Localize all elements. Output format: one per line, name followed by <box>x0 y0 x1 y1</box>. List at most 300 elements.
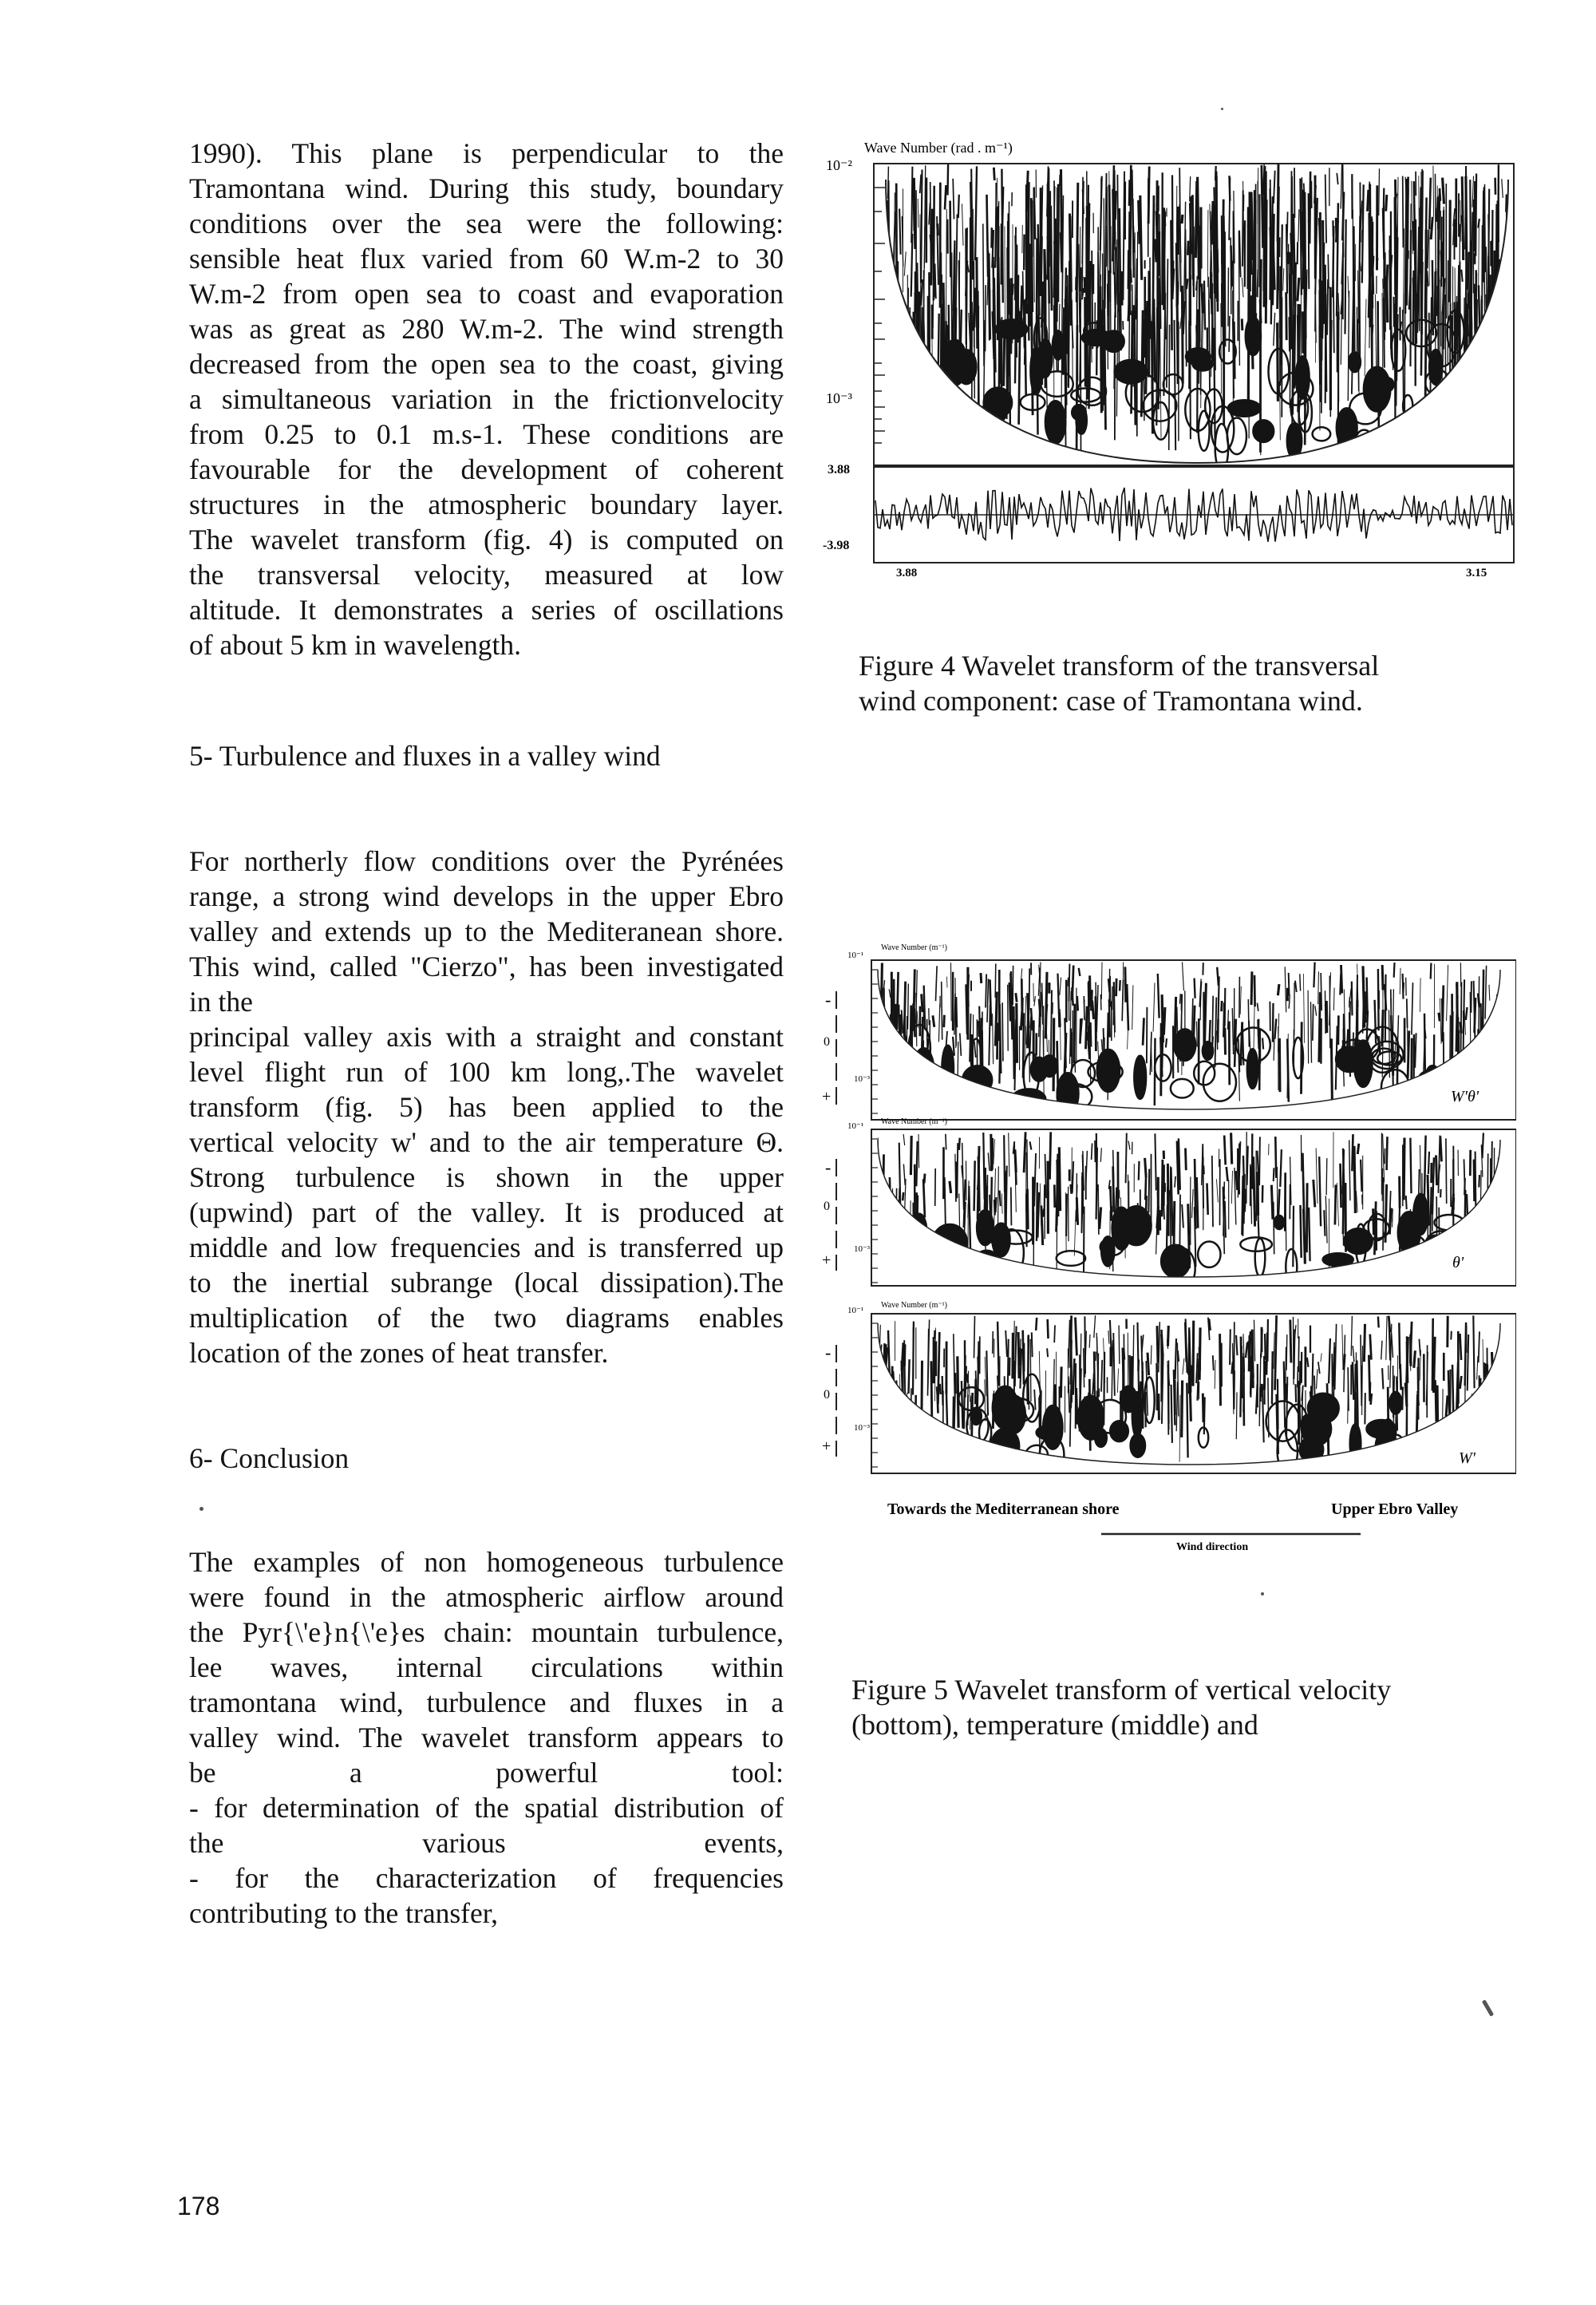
wavelet-streak <box>1185 1323 1186 1362</box>
wavelet-streak <box>1175 320 1176 450</box>
text-line: in the <box>189 986 253 1018</box>
wavelet-streak <box>1494 295 1495 400</box>
wavelet-streak <box>1289 973 1290 995</box>
wavelet-streak <box>943 287 944 303</box>
wavelet-streak <box>1275 1137 1276 1178</box>
wavelet-streak <box>987 979 989 1022</box>
wavelet-streak <box>1021 979 1022 1026</box>
wavelet-streak <box>1460 1376 1462 1389</box>
wavelet-streak <box>971 182 973 248</box>
wavelet-streak <box>1474 1160 1475 1202</box>
wavelet-blob <box>1095 1429 1107 1447</box>
wavelet-streak <box>1348 291 1349 401</box>
wavelet-streak <box>1298 209 1299 242</box>
wavelet-streak <box>1124 172 1125 300</box>
wavelet-blob <box>1442 398 1461 429</box>
wavelet-streak <box>975 1379 976 1405</box>
wavelet-streak <box>1145 1173 1146 1200</box>
wavelet-streak <box>1357 1144 1359 1154</box>
wavelet-streak <box>1225 1201 1226 1238</box>
wavelet-streak <box>1406 1392 1407 1445</box>
wavelet-streak <box>1317 1369 1318 1389</box>
wavelet-streak <box>1338 1015 1339 1045</box>
fig4-series-max: 3.88 <box>828 463 850 476</box>
wavelet-streak <box>1274 313 1275 346</box>
wavelet-streak <box>1256 1384 1258 1413</box>
wavelet-streak <box>1386 264 1387 295</box>
wavelet-streak <box>1231 1133 1232 1164</box>
fig4-y-ticks <box>874 188 885 443</box>
fig5-p2-ytick-mid: 10⁻³ <box>854 1244 871 1254</box>
text-line: the Pyr{\'e}n{\'e}es chain: mountain turbulence, <box>189 1616 784 1648</box>
wavelet-blob <box>1057 1251 1085 1266</box>
text-line: lee waves, internal circulations within <box>189 1651 784 1683</box>
wavelet-streak <box>1048 1319 1049 1338</box>
wavelet-streak <box>879 1325 880 1378</box>
wavelet-streak <box>913 327 914 442</box>
wavelet-streak <box>998 1166 999 1225</box>
fig5-p1-scale-zero: 0 <box>824 1035 830 1049</box>
wavelet-streak <box>1061 169 1062 272</box>
wavelet-streak <box>1034 188 1035 239</box>
wavelet-blob <box>1203 1042 1213 1060</box>
wavelet-streak <box>1498 1154 1499 1217</box>
wavelet-blob <box>930 393 958 431</box>
fig5-p1-axis-title: Wave Number (m⁻¹) <box>881 943 947 952</box>
wavelet-streak <box>1405 179 1407 314</box>
wavelet-streak <box>1015 1326 1017 1386</box>
wavelet-streak <box>883 1013 884 1080</box>
wavelet-streak <box>1487 1348 1488 1416</box>
wavelet-streak <box>1271 1185 1273 1220</box>
wavelet-streak <box>1110 1186 1112 1221</box>
fig5-caption-line2: (bottom), temperature (middle) and <box>851 1709 1258 1741</box>
wavelet-streak <box>1192 1189 1194 1218</box>
fig5-p3-scale-minus: - <box>825 1342 832 1362</box>
wavelet-streak <box>1462 176 1464 260</box>
wavelet-streak <box>1051 990 1052 1062</box>
wavelet-streak <box>920 175 922 194</box>
wavelet-streak <box>908 984 909 1030</box>
wavelet-streak <box>1449 1386 1450 1417</box>
wavelet-streak <box>1100 994 1101 1010</box>
wavelet-blob <box>970 426 992 465</box>
text-line: a simultaneous variation in the frictionvelocity <box>189 383 784 415</box>
wavelet-streak <box>957 1143 958 1198</box>
wavelet-streak <box>1070 216 1071 292</box>
wavelet-streak <box>1224 1136 1226 1165</box>
text-line: favourable for the development of coherent <box>189 453 784 485</box>
wavelet-streak <box>893 1188 895 1252</box>
wavelet-streak <box>1490 1020 1491 1093</box>
wavelet-streak <box>1447 965 1448 1021</box>
wavelet-streak <box>1488 215 1489 314</box>
wavelet-streak <box>946 1031 947 1046</box>
text-line: to the inertial subrange (local dissipation).The <box>189 1267 784 1299</box>
wavelet-streak <box>901 1014 902 1081</box>
wavelet-streak <box>1298 278 1299 302</box>
wavelet-streak <box>1481 1030 1482 1080</box>
wavelet-streak <box>1060 978 1061 995</box>
wavelet-streak <box>1254 975 1255 1006</box>
wavelet-streak <box>993 1014 994 1064</box>
wavelet-streak <box>1028 993 1029 1028</box>
wavelet-streak <box>894 1036 895 1046</box>
wavelet-streak <box>953 1397 954 1463</box>
wavelet-streak <box>886 242 887 316</box>
wavelet-streak <box>1200 212 1201 287</box>
wavelet-streak <box>1309 1208 1310 1261</box>
fig4-caption-line1: Figure 4 Wavelet transform of the transversal <box>859 650 1380 682</box>
wavelet-streak <box>974 288 975 328</box>
wavelet-blob <box>911 413 932 444</box>
wavelet-streak <box>1412 181 1413 255</box>
wavelet-streak <box>1079 244 1080 333</box>
wavelet-streak <box>1182 215 1183 223</box>
wavelet-blob <box>1286 1249 1297 1285</box>
wavelet-streak <box>1259 1354 1261 1426</box>
wavelet-blob <box>1313 427 1331 441</box>
wavelet-streak <box>1414 1350 1416 1368</box>
wavelet-blob <box>1171 1079 1194 1098</box>
wavelet-streak <box>1079 968 1080 976</box>
wavelet-streak <box>922 994 923 1012</box>
wavelet-streak <box>1438 195 1439 320</box>
wavelet-streak <box>1049 196 1050 217</box>
wavelet-blob <box>1453 422 1485 445</box>
wavelet-streak <box>1482 191 1483 319</box>
wavelet-streak <box>1034 1153 1036 1206</box>
wavelet-streak <box>1182 286 1183 384</box>
wavelet-streak <box>1074 1004 1075 1063</box>
wavelet-streak <box>1452 1365 1453 1414</box>
text-line: sensible heat flux varied from 60 W.m-2 to 30 <box>189 243 784 275</box>
wavelet-streak <box>1474 181 1475 251</box>
wavelet-streak <box>1467 1194 1468 1217</box>
wavelet-streak <box>1059 1147 1060 1211</box>
wavelet-streak <box>921 279 922 305</box>
text-line: middle and low frequencies and is transferred up <box>189 1232 784 1263</box>
wavelet-streak <box>1311 1002 1312 1062</box>
wavelet-streak <box>1159 1322 1160 1372</box>
wavelet-streak <box>1251 971 1252 1005</box>
wavelet-streak <box>1314 185 1315 204</box>
wavelet-streak <box>1179 168 1181 291</box>
wavelet-streak <box>911 234 913 297</box>
wavelet-streak <box>929 1008 930 1025</box>
wavelet-streak <box>1249 1335 1250 1371</box>
wavelet-streak <box>1072 987 1073 1006</box>
wavelet-streak <box>1290 1320 1291 1363</box>
wavelet-blob <box>964 1252 974 1271</box>
fig5-p2-scale-plus: + <box>822 1251 832 1269</box>
wavelet-blob <box>1390 1392 1402 1414</box>
wavelet-streak <box>1096 1133 1097 1191</box>
wavelet-blob <box>1045 401 1065 443</box>
wavelet-streak <box>1492 287 1493 389</box>
wavelet-streak <box>883 1366 884 1437</box>
wavelet-streak <box>1034 1390 1035 1410</box>
text-line: conditions over the sea were the following: <box>189 208 784 239</box>
wavelet-streak <box>915 1395 916 1466</box>
wavelet-streak <box>1386 1316 1387 1360</box>
wavelet-streak <box>998 201 999 283</box>
wavelet-streak <box>1126 1133 1127 1184</box>
wavelet-streak <box>958 195 959 218</box>
wavelet-blob <box>908 1253 934 1274</box>
text-line: altitude. It demonstrates a series of oscillations <box>189 594 784 626</box>
speck-mark <box>1482 1999 1494 2017</box>
wavelet-streak <box>1177 1141 1179 1195</box>
wavelet-streak <box>954 1386 955 1439</box>
wavelet-streak <box>896 1188 897 1242</box>
wavelet-streak <box>985 1175 986 1213</box>
wavelet-blob <box>1057 1073 1079 1113</box>
wavelet-streak <box>1286 224 1287 294</box>
wavelet-blob <box>1426 1066 1439 1084</box>
wavelet-streak <box>1230 1329 1231 1365</box>
fig4-spectrum-texture <box>886 164 1507 471</box>
wavelet-streak <box>1162 1334 1163 1354</box>
fig5-right-label: Upper Ebro Valley <box>1331 1500 1459 1518</box>
wavelet-streak <box>1464 1178 1465 1195</box>
wavelet-streak <box>1100 1208 1101 1229</box>
wavelet-streak <box>1247 1146 1248 1185</box>
wavelet-streak <box>1309 219 1310 240</box>
wavelet-streak <box>1197 1177 1199 1228</box>
wavelet-streak <box>1125 967 1126 1002</box>
wavelet-streak <box>1419 1339 1420 1356</box>
wavelet-streak <box>1406 1196 1407 1209</box>
fig5-p1-texture <box>880 962 1500 1120</box>
wavelet-streak <box>1285 967 1286 1012</box>
wavelet-streak <box>969 1186 970 1248</box>
wavelet-streak <box>1176 243 1178 384</box>
wavelet-streak <box>1008 985 1009 1051</box>
wavelet-streak <box>1242 1180 1243 1236</box>
wavelet-streak <box>888 167 889 199</box>
wavelet-streak <box>916 1141 917 1187</box>
wavelet-streak <box>1370 259 1371 277</box>
wavelet-streak <box>1481 1170 1482 1203</box>
wavelet-streak <box>1383 188 1384 231</box>
wavelet-streak <box>1048 182 1049 279</box>
wavelet-streak <box>1011 278 1012 354</box>
wavelet-streak <box>1446 1138 1447 1204</box>
wavelet-blob <box>933 1074 954 1089</box>
wavelet-streak <box>1158 974 1159 1018</box>
wavelet-streak <box>1060 1013 1061 1027</box>
wavelet-streak <box>1482 1026 1483 1068</box>
wavelet-streak <box>890 1177 891 1219</box>
wavelet-streak <box>1086 1151 1088 1188</box>
wavelet-streak <box>988 1152 990 1171</box>
wavelet-streak <box>893 322 894 346</box>
text-line: principal valley axis with a straight and constant <box>189 1021 784 1053</box>
wavelet-streak <box>1091 1022 1092 1046</box>
text-line: was as great as 280 W.m-2. The wind strength <box>189 313 784 345</box>
wavelet-streak <box>1029 243 1030 326</box>
wavelet-streak <box>1101 1360 1102 1392</box>
wavelet-streak <box>1231 1171 1232 1204</box>
fig4-x-left: 3.88 <box>896 567 918 579</box>
fig5-p3-texture <box>879 1315 1496 1473</box>
wavelet-blob <box>1446 416 1459 442</box>
wavelet-streak <box>1333 988 1334 1011</box>
wavelet-streak <box>1439 1013 1440 1022</box>
wavelet-streak <box>1086 1006 1088 1050</box>
wavelet-streak <box>1050 1132 1051 1179</box>
wavelet-streak <box>1102 1039 1103 1050</box>
wavelet-streak <box>1070 1390 1071 1447</box>
wavelet-streak <box>891 281 892 400</box>
wavelet-streak <box>1349 1141 1350 1201</box>
wavelet-streak <box>1302 1153 1304 1224</box>
wavelet-streak <box>1412 982 1413 1034</box>
wavelet-streak <box>883 1038 884 1062</box>
wavelet-streak <box>1351 1316 1352 1356</box>
wavelet-streak <box>1270 180 1271 239</box>
wavelet-streak <box>910 318 911 348</box>
wavelet-blob <box>996 319 1027 338</box>
text-line: vertical velocity w' and to the air temperature Θ. <box>189 1126 784 1158</box>
wavelet-streak <box>1140 196 1142 280</box>
wavelet-streak <box>986 1350 988 1415</box>
wavelet-streak <box>1303 190 1304 247</box>
wind-direction-label: Wind direction <box>1176 1541 1249 1553</box>
wavelet-streak <box>956 215 958 320</box>
wavelet-streak <box>1024 1132 1025 1172</box>
wavelet-streak <box>924 1174 925 1184</box>
wavelet-streak <box>1180 994 1181 1004</box>
wavelet-streak <box>1005 1330 1007 1357</box>
wavelet-streak <box>941 275 942 409</box>
wavelet-streak <box>1363 966 1365 1027</box>
wavelet-streak <box>1130 165 1131 291</box>
section-heading-5: 5- Turbulence and fluxes in a valley wind <box>189 740 661 772</box>
wavelet-blob <box>1344 1228 1372 1254</box>
wavelet-streak <box>1275 1315 1277 1390</box>
wavelet-streak <box>1215 998 1217 1068</box>
wavelet-streak <box>1167 259 1168 388</box>
wavelet-streak <box>1096 320 1097 375</box>
wavelet-streak <box>1262 1384 1264 1442</box>
wavelet-streak <box>1197 1022 1198 1047</box>
wavelet-blob <box>1413 1077 1429 1100</box>
wavelet-streak <box>1450 1370 1451 1428</box>
wavelet-streak <box>1138 1360 1139 1371</box>
wavelet-streak <box>1385 975 1386 1042</box>
wavelet-streak <box>1183 1358 1184 1374</box>
wavelet-streak <box>1213 1355 1214 1370</box>
wavelet-streak <box>1341 272 1342 365</box>
wavelet-streak <box>1433 166 1434 217</box>
text-line: valley wind. The wavelet transform appears to <box>189 1722 784 1753</box>
wavelet-streak <box>1493 292 1494 403</box>
fig4-ytick-top: 10⁻² <box>826 157 852 173</box>
fig5-p2-texture <box>878 1132 1500 1289</box>
wavelet-streak <box>995 963 996 998</box>
wavelet-streak <box>1279 1038 1280 1092</box>
wavelet-streak <box>1490 1171 1491 1236</box>
wavelet-streak <box>1490 322 1491 409</box>
wavelet-streak <box>1387 1137 1388 1170</box>
wavelet-streak <box>1389 1316 1390 1332</box>
wavelet-streak <box>1348 276 1349 298</box>
wavelet-blob <box>1110 1421 1128 1441</box>
wavelet-streak <box>1259 1137 1260 1185</box>
wavelet-streak <box>1172 268 1174 299</box>
wavelet-streak <box>903 1134 905 1145</box>
wavelet-streak <box>1465 1323 1466 1386</box>
text-line: - for determination of the spatial distribution of <box>189 1792 784 1824</box>
wavelet-streak <box>1143 1018 1144 1045</box>
wavelet-streak <box>1011 1188 1012 1226</box>
fig5-p3-axis-title: Wave Number (m⁻¹) <box>881 1301 947 1310</box>
wavelet-streak <box>1027 1140 1028 1192</box>
wavelet-streak <box>1453 1146 1454 1210</box>
wavelet-streak <box>1254 1206 1255 1218</box>
wavelet-streak <box>1344 1335 1345 1393</box>
wavelet-streak <box>891 1192 892 1251</box>
wavelet-streak <box>1002 1002 1003 1061</box>
wavelet-streak <box>1236 1335 1237 1355</box>
wavelet-streak <box>1225 1028 1226 1055</box>
text-line: 1990). This plane is perpendicular to the <box>189 137 784 169</box>
wavelet-streak <box>1318 971 1319 1004</box>
wavelet-streak <box>1176 1382 1177 1431</box>
speck-mark <box>1261 1592 1264 1595</box>
wavelet-streak <box>1116 979 1117 996</box>
wavelet-streak <box>1495 1189 1496 1224</box>
text-line: W.m-2 from open sea to coast and evaporation <box>189 278 784 310</box>
wavelet-blob <box>956 350 976 384</box>
wavelet-streak <box>1413 271 1414 346</box>
wavelet-streak <box>1352 1134 1353 1171</box>
wavelet-streak <box>899 209 901 255</box>
wavelet-streak <box>1489 300 1491 437</box>
wavelet-streak <box>903 1164 905 1185</box>
wavelet-streak <box>899 1040 901 1058</box>
wavelet-streak <box>924 226 925 279</box>
wavelet-streak <box>1307 1358 1309 1367</box>
wavelet-streak <box>1204 281 1205 330</box>
wavelet-streak <box>1122 271 1123 306</box>
wavelet-streak <box>1468 1334 1469 1391</box>
speck-mark <box>1221 108 1223 110</box>
wavelet-streak <box>1119 1326 1120 1364</box>
wavelet-streak <box>1394 963 1395 978</box>
wavelet-streak <box>1041 195 1042 255</box>
wavelet-streak <box>1292 176 1293 307</box>
wavelet-streak <box>908 326 909 349</box>
wavelet-streak <box>1327 279 1328 335</box>
wavelet-streak <box>1236 1392 1237 1439</box>
wavelet-streak <box>1336 220 1337 243</box>
wavelet-streak <box>929 203 930 224</box>
page-number: 178 <box>177 2192 220 2220</box>
wavelet-streak <box>945 185 946 210</box>
wavelet-blob <box>1426 1436 1440 1465</box>
wavelet-streak <box>904 251 906 276</box>
wavelet-streak <box>918 1134 919 1168</box>
wavelet-streak <box>1117 1369 1118 1393</box>
wavelet-streak <box>1178 207 1179 255</box>
wavelet-streak <box>1474 284 1475 341</box>
wavelet-streak <box>1325 175 1326 243</box>
text-line: the various events, <box>189 1827 784 1859</box>
fig5-caption-line1: Figure 5 Wavelet transform of vertical velocity <box>851 1674 1392 1706</box>
